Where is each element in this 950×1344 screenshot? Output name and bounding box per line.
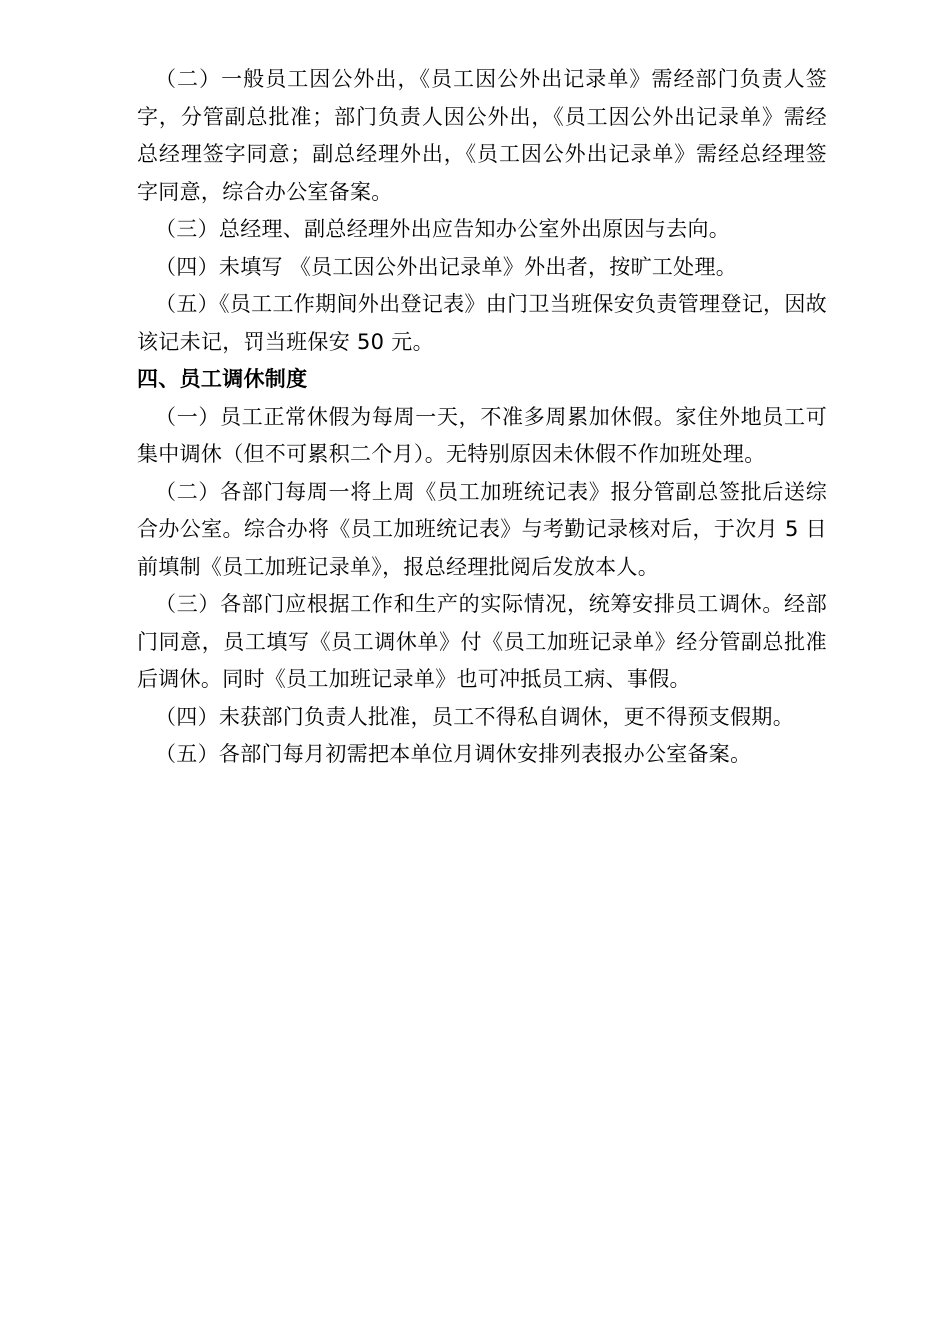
paragraph-unauthorized-leave: （四）未获部门负责人批准，员工不得私自调休，更不得预支假期。 — [155, 704, 794, 729]
document-page — [137, 61, 827, 774]
paragraph-leave-arrangement: （三）各部门应根据工作和生产的实际情况，统筹安排员工调休。经部门同意，员工填写《员工调休单》付《员工加班记录单》经分管副总批准后调休。同时《员工加班记录单》也可冲抵员工病、事假。 — [137, 592, 827, 691]
paragraph-absence-penalty: （四）未填写 《员工因公外出记录单》外出者，按旷工处理。 — [155, 254, 738, 279]
paragraph-overtime-report: （二）各部门每周一将上周《员工加班统记表》报分管副总签批后送综合办公室。综合办将《员工加班统记表》与考勤记录核对后，于次月 5 日前填制《员工加班记录单》，报总经理批阅后发放本人。 — [137, 479, 827, 579]
paragraph-weekly-leave: （一）员工正常休假为每周一天，不准多周累加休假。家住外地员工可集中调休（但不可累积二个月）。无特别原因未休假不作加班处理。 — [137, 404, 827, 466]
section-heading: 四、员工调休制度 — [137, 367, 308, 391]
paragraph-guard-registration: （五）《员工工作期间外出登记表》由门卫当班保安负责管理登记，因故该记未记，罚当班保安 50 元。 — [137, 292, 827, 354]
paragraph-executive-outing: （三）总经理、副总经理外出应告知办公室外出原因与去向。 — [155, 217, 731, 241]
paragraph-outing-approval: （二）一般员工因公外出，《员工因公外出记录单》需经部门负责人签字，分管副总批准；部门负责人因公外出，《员工因公外出记录单》需经总经理签字同意；副总经理外出，《员工因公外出记录单》需经总经理签字同意，综合办公室备案。 — [137, 67, 827, 204]
paragraph-monthly-schedule: （五）各部门每月初需把本单位月调休安排列表报办公室备案。 — [155, 742, 752, 766]
